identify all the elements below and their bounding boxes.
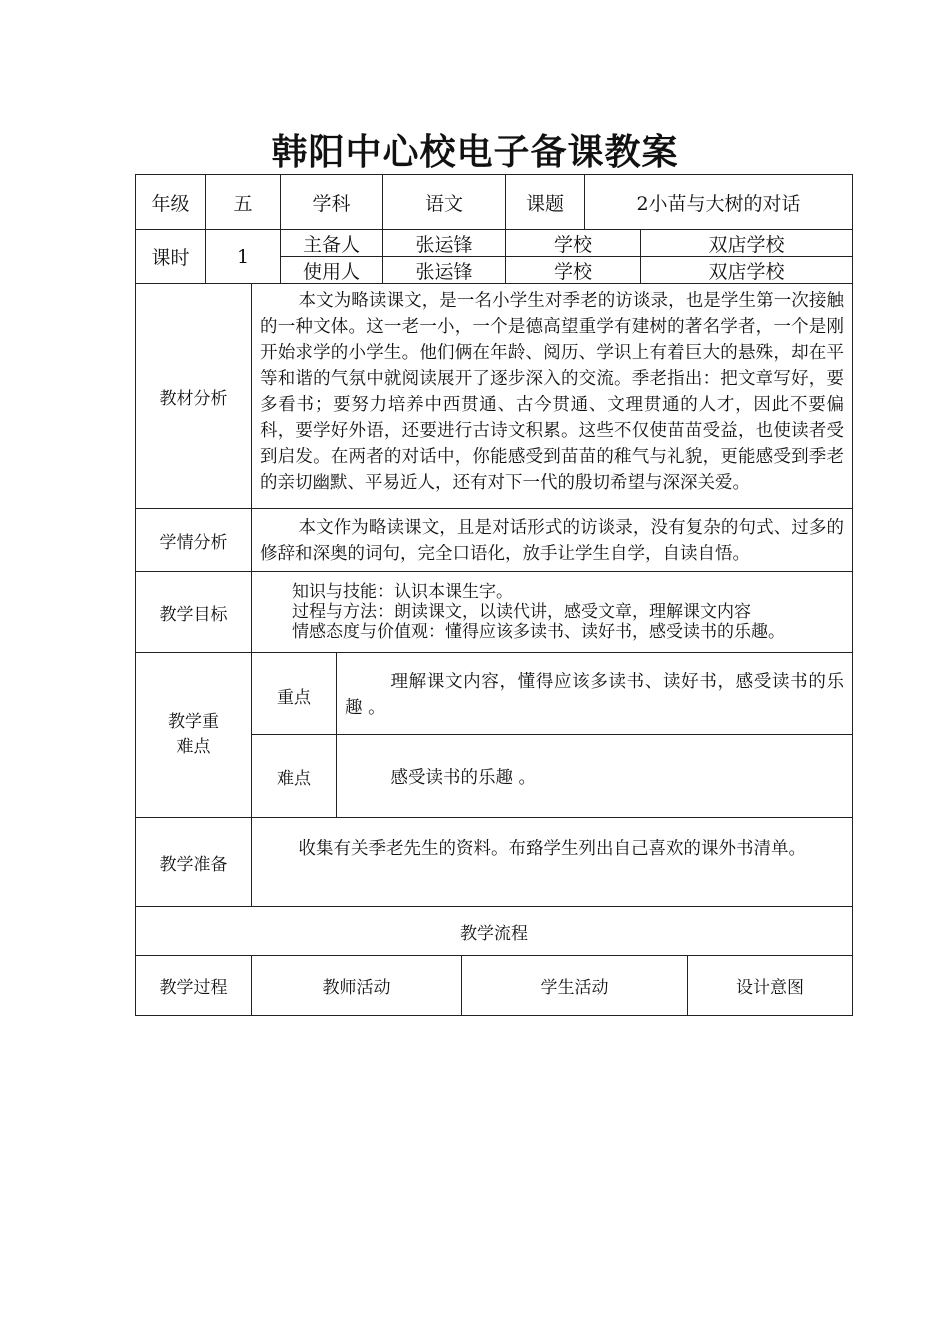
topic-value: 2小苗与大树的对话 [584,174,853,230]
preparer-school: 双店学校 [640,229,853,257]
difficulty-label: 难点 [251,734,337,818]
subject-value: 语文 [382,174,506,230]
learner-analysis-paragraph: 本文作为略读课文，且是对话形式的访谈录，没有复杂的句式、过多的修辞和深奥的词句，完全口语化，放手让学生自学，自读自悟。 [260,518,844,564]
preparation-text [251,817,853,907]
preparation-label: 教学准备 [135,817,252,907]
preparer-name: 张运锋 [382,229,506,257]
teaching-goals-label: 教学目标 [135,571,252,653]
user-label: 使用人 [280,256,383,284]
difficulty-paragraph: 感受读书的乐趣 。 [390,768,537,788]
key-points-label-line2: 难点 [176,737,211,757]
subject-label: 学科 [280,174,383,230]
col-student-activity: 学生活动 [461,955,688,1016]
material-analysis-label: 教材分析 [135,283,252,509]
user-school-label: 学校 [505,256,641,284]
preparation-paragraph: 收集有关季老先生的资料。布臵学生列出自己喜欢的课外书清单。 [298,839,806,859]
goal-process: 过程与方法：朗读课文，以读代讲，感受文章，理解课文内容 [292,602,751,622]
preparer-label: 主备人 [280,229,383,257]
difficulty-text [336,734,853,818]
process-section-title: 教学流程 [135,906,853,956]
period-label: 课时 [135,229,206,284]
key-points-label [135,652,252,818]
lesson-plan-table [135,174,853,1016]
user-name: 张运锋 [382,256,506,284]
preparer-school-label: 学校 [505,229,641,257]
user-school: 双店学校 [640,256,853,284]
goal-emotion: 情感态度与价值观：懂得应该多读书、读好书，感受读书的乐趣。 [292,622,785,642]
topic-label: 课题 [505,174,585,230]
col-process: 教学过程 [135,955,252,1016]
grade-value: 五 [205,174,281,230]
learner-analysis-label: 学情分析 [135,508,252,572]
material-analysis-text [251,283,853,509]
page-title: 韩阳中心校电子备课教案 [271,132,679,173]
learner-analysis-text [251,508,853,572]
col-design-intent: 设计意图 [687,955,853,1016]
teaching-goals-text [251,571,853,653]
focus-label: 重点 [251,652,337,735]
key-points-label-line1: 教学重 [168,712,219,732]
col-teacher-activity: 教师活动 [251,955,462,1016]
focus-paragraph: 理解课文内容，懂得应该多读书、读好书，感受读书的乐趣 。 [345,672,844,718]
focus-text [336,652,853,735]
material-analysis-paragraph: 本文为略读课文，是一名小学生对季老的访谈录，也是学生第一次接触的一种文体。这一老一小，一个是德高望重学有建树的著名学者，一个是刚开始求学的小学生。他们俩在年龄、阅历、学识上有着巨大的悬殊，却在平等和谐的气氛中就阅读展开了逐步深入的交流。季老指出：把文章写好，要多看书；要努力培养中西贯通、古今贯通、文理贯通的人才，因此不要偏科，要学好外语，还要进行古诗文积累。这些不仅使苗苗受益，也使读者受到启发。在两者的对话中，你能感受到苗苗的稚气与礼貌，更能感受到季老的亲切幽默、平易近人，还有对下一代的殷切希望与深深关爱。 [260,291,844,493]
period-value: 1 [205,229,281,284]
grade-label: 年级 [135,174,206,230]
goal-knowledge: 知识与技能：认识本课生字。 [292,582,513,602]
